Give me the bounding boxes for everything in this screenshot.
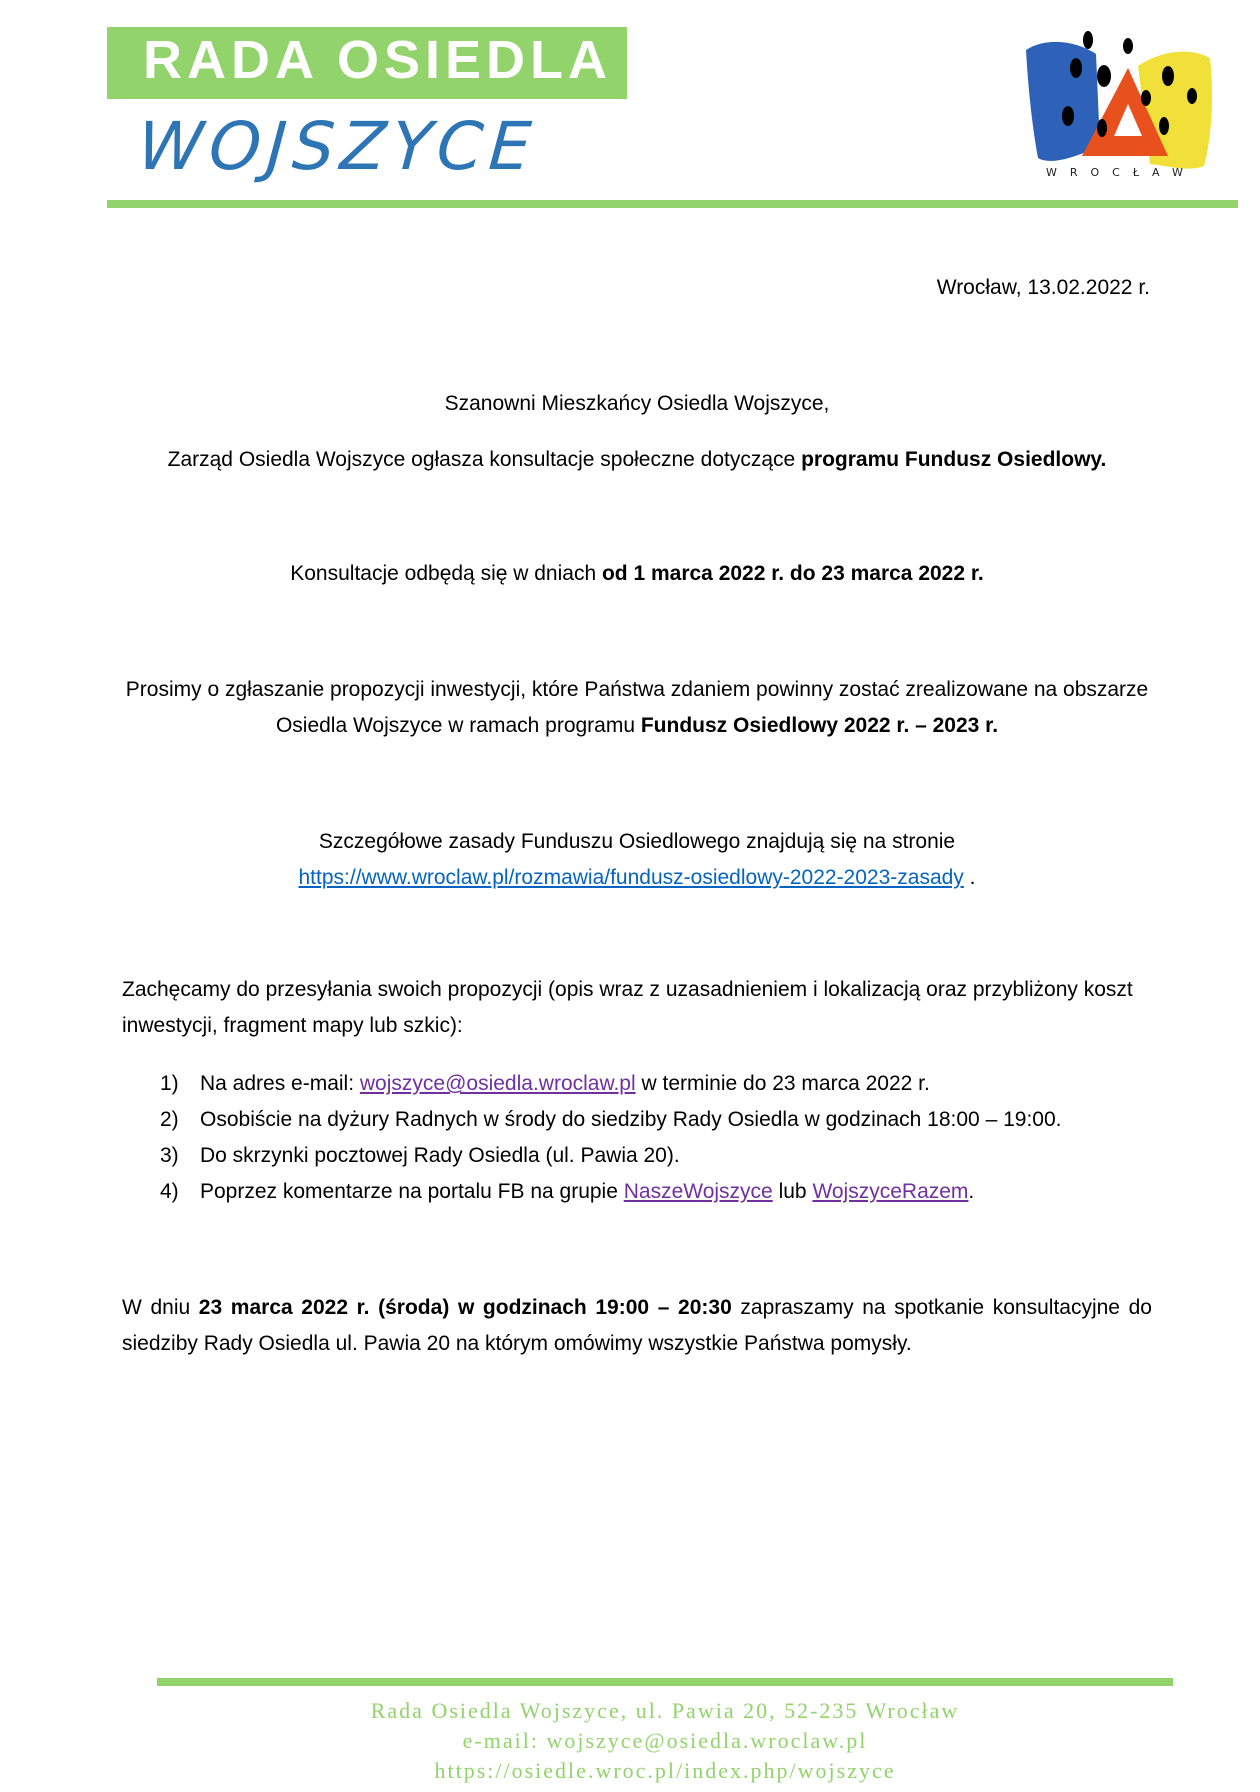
footer	[157, 1696, 1173, 1786]
list-text-suffix: w terminie do 23 marca 2022 r.	[635, 1072, 930, 1095]
header-subtitle: WOJSZYCE	[135, 108, 540, 185]
fb-group-link-nasze[interactable]: NaszeWojszyce	[623, 1180, 773, 1203]
footer-address: Rada Osiedla Wojszyce, ul. Pawia 20, 52-235 Wrocław	[370, 1698, 960, 1723]
header-divider	[107, 200, 1238, 208]
rules-paragraph	[122, 824, 1152, 896]
footer-email: e-mail: wojszyce@osiedla.wroclaw.pl	[462, 1728, 868, 1753]
list-item	[122, 1174, 1152, 1210]
wroclaw-logo-icon	[1018, 16, 1218, 184]
footer-divider	[157, 1678, 1173, 1686]
header-title-box	[107, 27, 627, 99]
list-number: 4)	[160, 1180, 179, 1203]
meeting-bold: 23 marca 2022 r. (środa) w godzinach 19:00 – 20:30	[198, 1296, 732, 1319]
rules-suffix: .	[963, 866, 976, 889]
dates-bold: od 1 marca 2022 r. do 23 marca 2022 r.	[601, 562, 984, 585]
list-text-suffix: .	[968, 1180, 975, 1203]
request-paragraph	[122, 672, 1152, 744]
request-text: Prosimy o zgłaszanie propozycji inwestycji, które Państwa zdaniem powinny zostać zrealizowane na obszarze Osiedla Wojszyce w ramach programu	[125, 678, 1149, 737]
list-text: Poprzez komentarze na portalu FB na grupie	[200, 1180, 624, 1203]
meeting-prefix: W dniu	[122, 1296, 199, 1319]
list-item	[122, 1102, 1152, 1138]
list-number: 2)	[160, 1108, 179, 1131]
meeting-text: zapraszamy na spotkanie konsultacyjne do siedziby Rady Osiedla ul. Pawia 20 na którym omówimy wszystkie Państwa pomysły.	[122, 1296, 1152, 1355]
header-title: RADA OSIEDLA	[143, 30, 613, 90]
footer-website: https://osiedle.wroc.pl/index.php/wojszyce	[434, 1758, 896, 1783]
dates-text: Konsultacje odbędą się w dniach	[290, 562, 602, 585]
rules-text: Szczegółowe zasady Funduszu Osiedlowego znajdują się na stronie	[318, 830, 956, 853]
list-text-middle: lub	[772, 1180, 813, 1203]
list-item	[122, 1066, 1152, 1102]
logo-caption: WROCŁAW	[1046, 166, 1196, 179]
intro-paragraph	[122, 442, 1152, 478]
list-number: 3)	[160, 1144, 179, 1167]
encourage-paragraph: Zachęcamy do przesyłania swoich propozycji (opis wraz z uzasadnieniem i lokalizacją oraz przybliżony koszt inwestycji, fragment mapy lub szkic):	[122, 978, 1133, 1037]
rules-link[interactable]: https://www.wroclaw.pl/rozmawia/fundusz-osiedlowy-2022-2023-zasady	[298, 866, 964, 889]
greeting: Szanowni Mieszkańcy Osiedla Wojszyce,	[444, 392, 830, 415]
dates-paragraph	[122, 556, 1152, 592]
list-text: Do skrzynki pocztowej Rady Osiedla (ul. Pawia 20).	[200, 1144, 680, 1167]
letter-date: Wrocław, 13.02.2022 r.	[936, 276, 1150, 299]
email-link[interactable]: wojszyce@osiedla.wroclaw.pl	[359, 1072, 636, 1095]
list-item	[122, 1138, 1152, 1174]
list-number: 1)	[160, 1072, 179, 1095]
submission-list	[122, 1066, 1152, 1210]
fb-group-link-razem[interactable]: WojszyceRazem	[812, 1180, 969, 1203]
list-text: Osobiście na dyżury Radnych w środy do siedziby Rady Osiedla w godzinach 18:00 – 19:00.	[200, 1108, 1062, 1131]
intro-text: Zarząd Osiedla Wojszyce ogłasza konsultacje społeczne dotyczące	[167, 448, 802, 471]
intro-bold: programu Fundusz Osiedlowy.	[801, 448, 1107, 471]
list-text: Na adres e-mail:	[200, 1072, 360, 1095]
meeting-paragraph	[122, 1290, 1152, 1362]
request-bold: Fundusz Osiedlowy 2022 r. – 2023 r.	[640, 714, 999, 737]
